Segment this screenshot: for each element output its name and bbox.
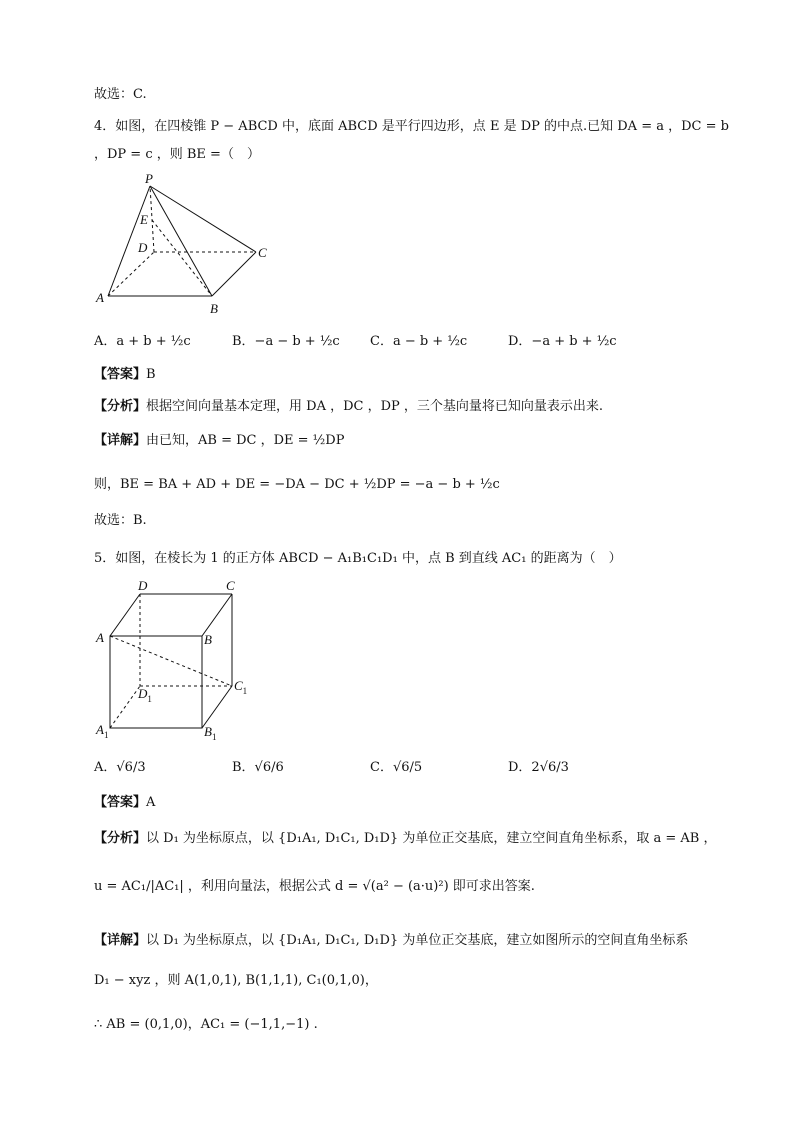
- label-P: P: [145, 171, 153, 186]
- analysis-text: 以 D₁ 为坐标原点，以 {D₁A₁, D₁C₁, D₁D} 为单位正交基底，建立空间直角坐标系，取 a = AB ，: [146, 831, 717, 846]
- question-4-line-2: ，DP = c ，则 BE =（ ）: [94, 147, 260, 162]
- q5-detail-row-2: D₁ − xyz ，则 A(1,0,1), B(1,1,1), C₁(0,1,0)，: [94, 973, 378, 988]
- q4-choose-row: 故选：B.: [94, 513, 147, 528]
- q4-option-d: D．−a + b + ½c: [508, 334, 617, 349]
- detail-text: 以 D₁ 为坐标原点，以 {D₁A₁, D₁C₁, D₁D} 为单位正交基底，建立如图所示的空间直角坐标系: [146, 933, 689, 948]
- detail-tag: 【详解】: [94, 933, 147, 948]
- pyramid-figure: [90, 168, 280, 318]
- q4-answer-row: [94, 366, 156, 384]
- detail-tag: 【详解】: [94, 433, 147, 448]
- q5-analysis-row-2: u = AC₁/|AC₁| ，利用向量法，根据公式 d = √(a² − (a·u)²) 即可求出答案.: [94, 879, 535, 894]
- choose-line-prev: 故选：C.: [94, 87, 147, 102]
- q4-analysis-row: [94, 398, 603, 416]
- label-D: D: [138, 240, 148, 255]
- q5-detail-row-3: ∴ AB = (0,1,0)，AC₁ = (−1,1,−1) .: [94, 1017, 318, 1032]
- question-5-line-1: 5．如图，在棱长为 1 的正方体 ABCD − A₁B₁C₁D₁ 中，点 B 到直线 AC₁ 的距离为（ ）: [94, 551, 622, 566]
- q4-option-c: C．a − b + ½c: [370, 334, 468, 349]
- q4-detail-row: [94, 432, 344, 450]
- label-E: E: [140, 212, 148, 227]
- q5-answer-row: [94, 794, 155, 812]
- answer-tag: 【答案】: [94, 795, 147, 810]
- answer-value: B: [146, 367, 156, 382]
- label-B: B: [204, 632, 212, 647]
- label-B: B: [210, 301, 218, 316]
- label-C: C: [258, 245, 267, 260]
- analysis-text: 根据空间向量基本定理，用 DA ，DC ，DP ，三个基向量将已知向量表示出来.: [146, 399, 604, 414]
- label-D1: $D_1$: [138, 686, 152, 704]
- q5-option-b: B．√6/6: [232, 760, 284, 775]
- label-A1: $A_1$: [96, 722, 109, 740]
- detail-text: 由已知，AB = DC ，DE = ½DP: [146, 433, 345, 448]
- analysis-tag: 【分析】: [94, 399, 147, 414]
- analysis-tag: 【分析】: [94, 831, 147, 846]
- label-A: A: [96, 630, 104, 645]
- q5-option-d: D．2√6/3: [508, 760, 569, 775]
- q4-option-a: A．a + b + ½c: [94, 334, 191, 349]
- answer-tag: 【答案】: [94, 367, 147, 382]
- label-C1: $C_1$: [234, 678, 248, 696]
- label-D: D: [138, 578, 148, 593]
- cube-figure: [90, 574, 260, 744]
- q5-option-a: A．√6/3: [94, 760, 146, 775]
- q5-option-c: C．√6/5: [370, 760, 423, 775]
- answer-value: A: [146, 795, 156, 810]
- question-4-line-1: 4．如图，在四棱锥 P − ABCD 中，底面 ABCD 是平行四边形，点 E 是 DP 的中点.已知 DA = a ，DC = b: [94, 119, 729, 134]
- label-A: A: [96, 290, 104, 305]
- q4-option-b: B．−a − b + ½c: [232, 334, 340, 349]
- label-B1: $B_1$: [204, 724, 217, 742]
- label-C: C: [226, 578, 235, 593]
- q4-then-row: 则，BE = BA + AD + DE = −DA − DC + ½DP = −a − b + ½c: [94, 477, 500, 492]
- q5-analysis-row: [94, 830, 716, 848]
- q5-detail-row: [94, 932, 688, 950]
